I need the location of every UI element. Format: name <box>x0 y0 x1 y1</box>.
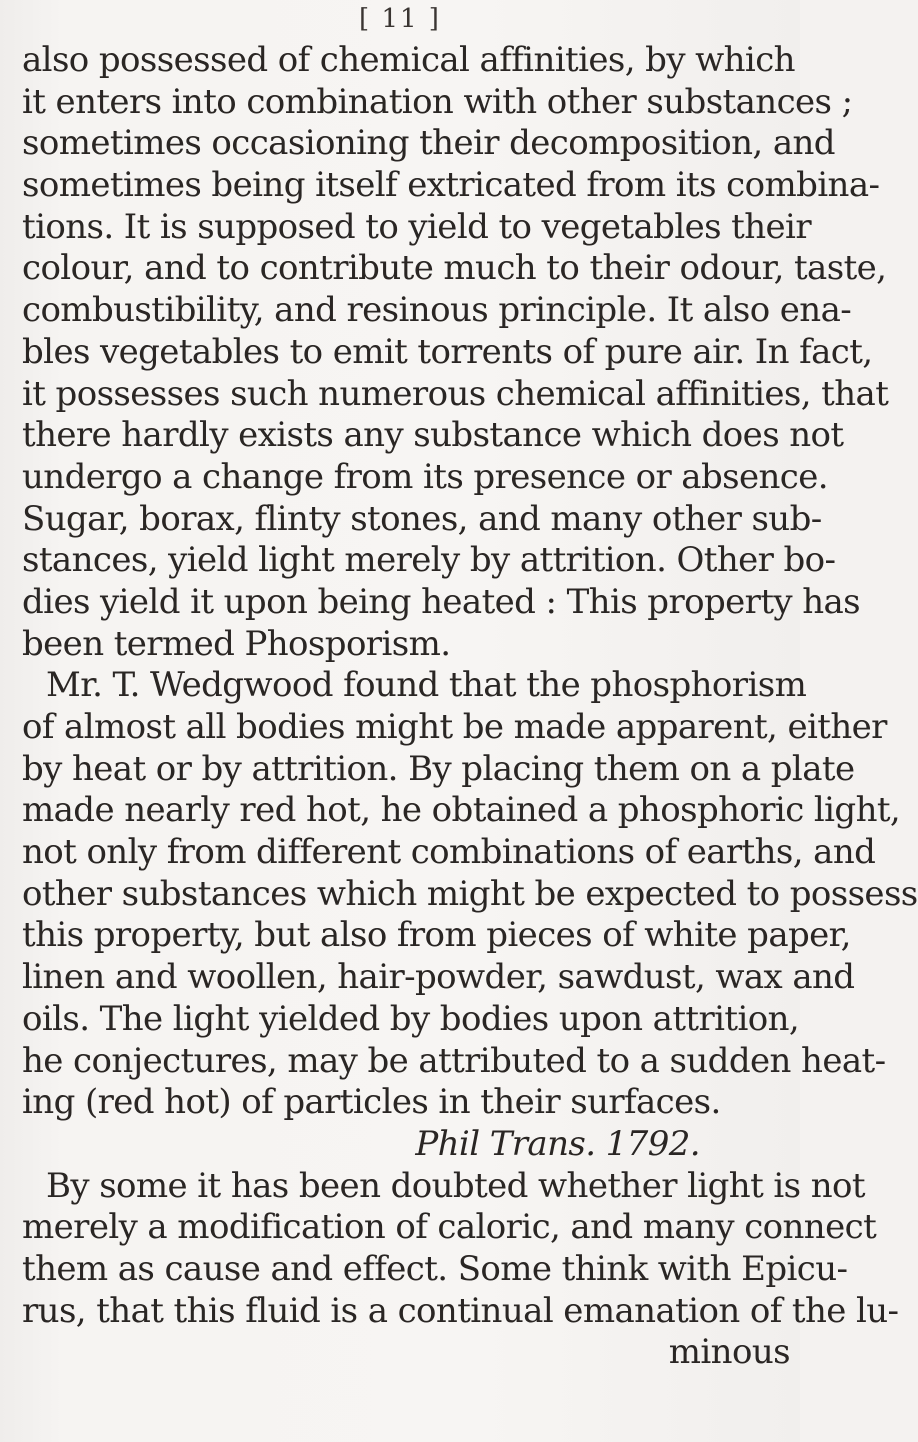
text-line: sometimes occasioning their decomposition, and <box>22 123 835 164</box>
catchword: minous <box>668 1332 790 1373</box>
text-line: of almost all bodies might be made apparent, either <box>22 707 887 747</box>
text-line: rus, that this fluid is a continual emanation of the lu- <box>22 1290 899 1331</box>
text-line: ing (red hot) of particles in their surfaces. <box>22 1082 721 1123</box>
text-line: combustibility, and resinous principle. It also ena- <box>22 290 852 331</box>
page-number-header: [ 11 ] <box>359 4 441 34</box>
text-line: been termed Phosporism. <box>22 623 451 664</box>
text-line: by heat or by attrition. By placing them on a plate <box>22 748 855 789</box>
text-line: bles vegetables to emit torrents of pure air. In fact, <box>22 331 873 372</box>
text-line: this property, but also from pieces of white paper, <box>22 915 851 956</box>
paragraph-start-line: By some it has been doubted whether light is not <box>46 1165 865 1206</box>
text-line: merely a modification of caloric, and many connect <box>22 1207 877 1248</box>
text-line: linen and woollen, hair-powder, sawdust, wax and <box>22 957 855 998</box>
text-line: them as cause and effect. Some think with Epicu- <box>22 1248 848 1289</box>
text-line: not only from different combinations of earths, and <box>22 832 876 873</box>
text-line: there hardly exists any substance which does not <box>22 415 844 456</box>
text-line: also possessed of chemical affinities, by which <box>22 40 795 80</box>
text-line: it enters into combination with other substances ; <box>22 81 853 122</box>
text-line: Sugar, borax, flinty stones, and many other sub- <box>22 498 822 539</box>
text-line: he conjectures, may be attributed to a sudden heat- <box>22 1040 886 1081</box>
text-line: it possesses such numerous chemical affinities, that <box>22 373 889 414</box>
body-text <box>22 40 918 1374</box>
citation-line: Phil Trans. 1792. <box>415 1123 700 1164</box>
text-line: undergo a change from its presence or absence. <box>22 456 828 497</box>
paragraph-start-line: Mr. T. Wedgwood found that the phosphorism <box>46 665 807 706</box>
text-line: sometimes being itself extricated from its combina- <box>22 165 880 206</box>
text-line: tions. It is supposed to yield to vegetables their <box>22 206 811 247</box>
text-line: dies yield it upon being heated : This property has <box>22 581 861 622</box>
text-line: stances, yield light merely by attrition. Other bo- <box>22 540 836 581</box>
text-line: made nearly red hot, he obtained a phosphoric light, <box>22 790 901 831</box>
text-line: colour, and to contribute much to their odour, taste, <box>22 248 887 289</box>
text-line: other substances which might be expected to possess <box>22 873 918 914</box>
text-line: oils. The light yielded by bodies upon attrition, <box>22 998 800 1039</box>
